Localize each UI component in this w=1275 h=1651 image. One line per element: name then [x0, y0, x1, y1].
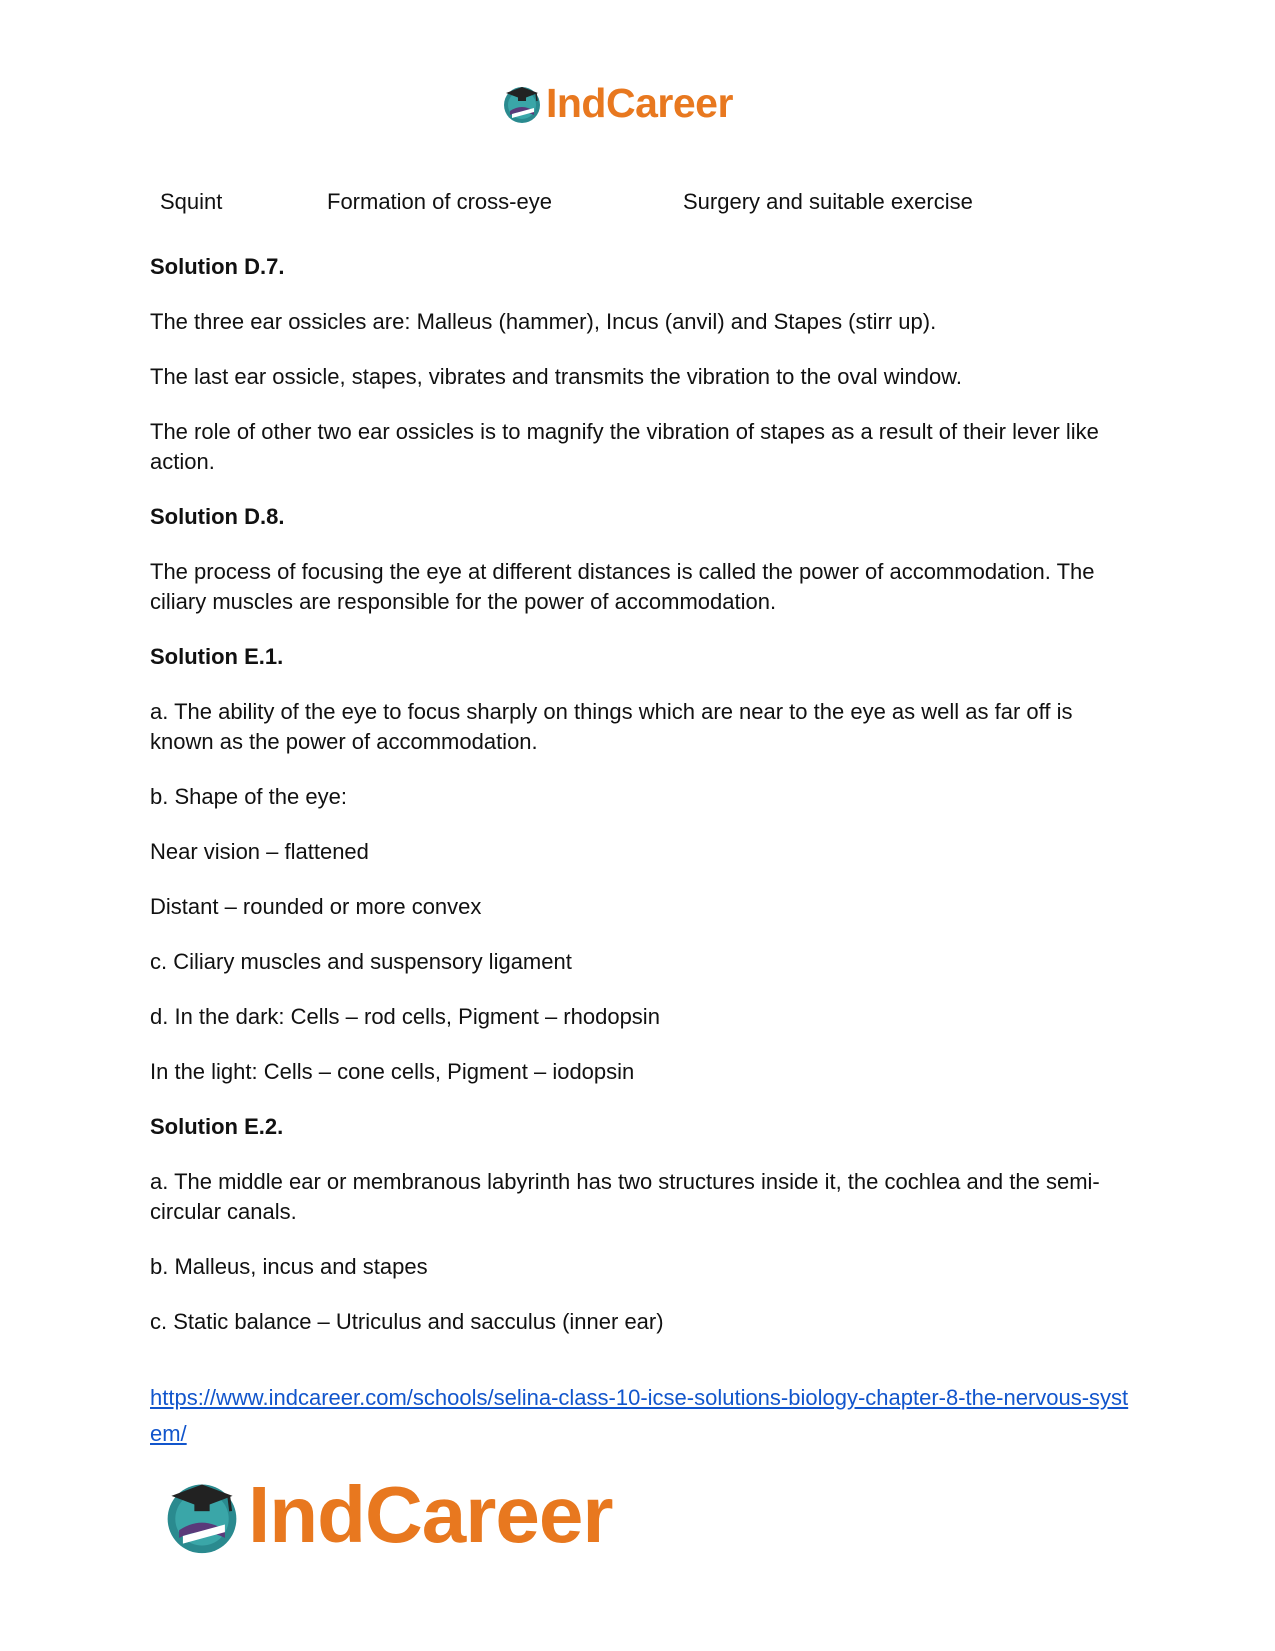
logo-wordmark: IndCareer	[248, 1470, 613, 1559]
solution-heading: Solution E.2.	[150, 1114, 284, 1139]
solution-heading: Solution D.7.	[150, 254, 285, 279]
solutions-content	[150, 252, 1130, 1362]
solution-paragraph: The process of focusing the eye at different distances is called the power of accommodation. The ciliary muscles are responsible for the power of accommodation.	[150, 559, 1095, 614]
table-row	[0, 189, 1275, 219]
table-cell-cause: Formation of cross-eye	[327, 189, 552, 214]
solution-paragraph: d. In the dark: Cells – rod cells, Pigment – rhodopsin	[150, 1004, 660, 1029]
logo-bottom	[160, 1470, 612, 1560]
solution-paragraph: a. The ability of the eye to focus sharply on things which are near to the eye as well as far off is known as the power of accommodation.	[150, 699, 1073, 754]
solution-paragraph: The role of other two ear ossicles is to magnify the vibration of stapes as a result of their lever like action.	[150, 419, 1099, 474]
table-cell-disease: Squint	[160, 189, 223, 214]
graduation-globe-icon	[160, 1473, 244, 1557]
logo-top	[500, 80, 733, 126]
solution-paragraph: a. The middle ear or membranous labyrinth has two structures inside it, the cochlea and the semi-circular canals.	[150, 1169, 1100, 1224]
table-cell-treatment: Surgery and suitable exercise	[683, 189, 973, 214]
solution-paragraph: c. Static balance – Utriculus and sacculus (inner ear)	[150, 1309, 664, 1334]
solution-paragraph: b. Malleus, incus and stapes	[150, 1254, 428, 1279]
solution-paragraph: Distant – rounded or more convex	[150, 894, 482, 919]
solution-paragraph: b. Shape of the eye:	[150, 784, 347, 809]
source-link-block	[150, 1380, 1130, 1452]
solution-paragraph: The three ear ossicles are: Malleus (hammer), Incus (anvil) and Stapes (stirr up).	[150, 309, 937, 334]
solution-paragraph: c. Ciliary muscles and suspensory ligament	[150, 949, 572, 974]
solution-heading: Solution E.1.	[150, 644, 284, 669]
logo-wordmark: IndCareer	[546, 79, 733, 126]
solution-paragraph: In the light: Cells – cone cells, Pigment – iodopsin	[150, 1059, 635, 1084]
source-link[interactable]: https://www.indcareer.com/schools/selina-class-10-icse-solutions-biology-chapter-8-the-nervous-system/	[150, 1385, 1129, 1446]
solution-heading: Solution D.8.	[150, 504, 285, 529]
solution-paragraph: The last ear ossicle, stapes, vibrates and transmits the vibration to the oval window.	[150, 364, 962, 389]
graduation-globe-icon	[500, 81, 544, 125]
solution-paragraph: Near vision – flattened	[150, 839, 369, 864]
